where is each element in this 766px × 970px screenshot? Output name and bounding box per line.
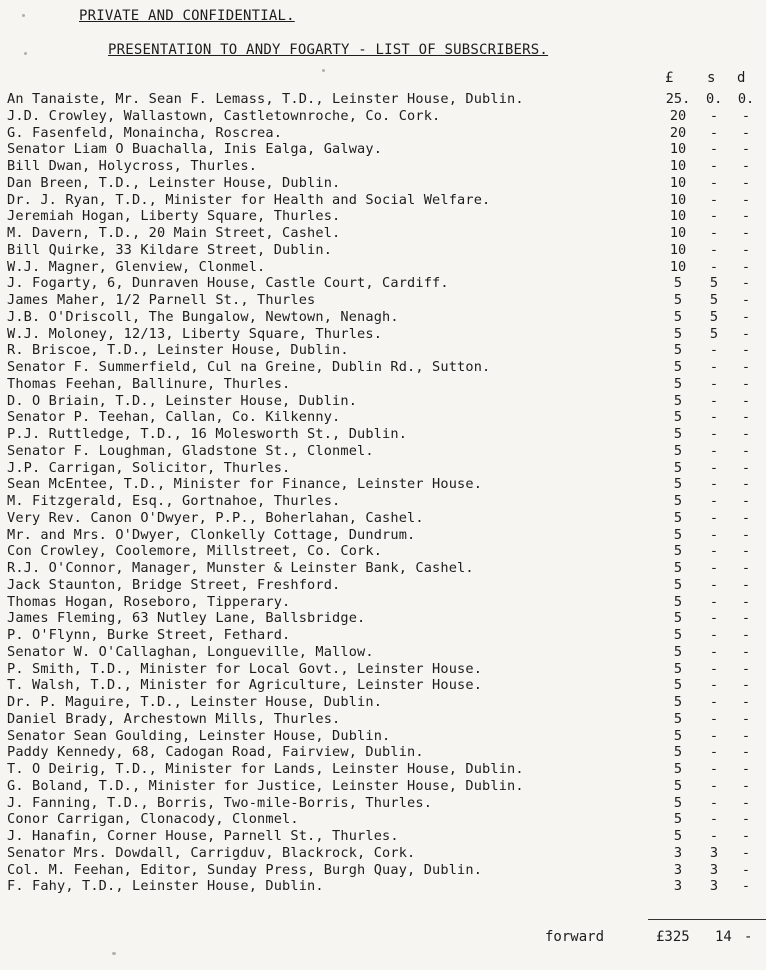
- subscriber-name: James Maher, 1/2 Parnell St., Thurles: [7, 292, 316, 308]
- pence-column-header: d: [737, 70, 746, 86]
- subscriber-shillings: -: [709, 442, 719, 459]
- subscriber-pounds: 5: [673, 761, 683, 777]
- subscriber-pence: -: [741, 861, 751, 878]
- subscriber-pence: -: [741, 593, 751, 610]
- subscriber-row: [7, 795, 762, 812]
- subscriber-shillings: -: [709, 576, 719, 593]
- subscriber-row: [7, 694, 762, 711]
- subscriber-row: [7, 627, 762, 644]
- subscriber-name: J.P. Carrigan, Solicitor, Thurles.: [7, 459, 291, 476]
- subscriber-pounds: 5: [673, 560, 683, 576]
- subscriber-row: [7, 878, 762, 895]
- subscriber-name: Jack Staunton, Bridge Street, Freshford.: [7, 576, 341, 593]
- subscriber-pounds: 5: [673, 710, 683, 727]
- subscriber-shillings: -: [709, 392, 719, 409]
- subscriber-shillings: -: [709, 158, 719, 174]
- subscriber-shillings: -: [709, 459, 719, 476]
- subscriber-shillings: -: [709, 710, 719, 727]
- subscriber-name: G. Boland, T.D., Minister for Justice, Leinster House, Dublin.: [7, 777, 524, 794]
- subscriber-pounds: 5: [673, 509, 683, 526]
- subscriber-pence: -: [741, 275, 751, 292]
- subscriber-pence: -: [741, 258, 751, 275]
- subscriber-pence: -: [741, 727, 751, 744]
- subscriber-pounds: 5: [673, 409, 683, 426]
- subscriber-row: [7, 594, 762, 611]
- subscriber-name: P. O'Flynn, Burke Street, Fethard.: [7, 627, 291, 643]
- subscriber-shillings: -: [709, 794, 719, 811]
- subscriber-pounds: 5: [673, 828, 683, 844]
- subscriber-pounds: 5: [673, 694, 683, 710]
- subscriber-name: R.J. O'Connor, Manager, Munster & Leinster Bank, Cashel.: [7, 560, 474, 576]
- subscriber-pounds: 10: [669, 141, 687, 158]
- subscriber-pence: -: [741, 308, 751, 325]
- subscriber-row: [7, 426, 762, 443]
- subscriber-pence: -: [741, 828, 751, 844]
- subscriber-name: D. O Briain, T.D., Leinster House, Dublin.: [7, 392, 358, 409]
- subscriber-pounds: 3: [673, 878, 683, 895]
- subscriber-name: Con Crowley, Coolemore, Millstreet, Co. Cork.: [7, 543, 383, 560]
- subscriber-name: J. Hanafin, Corner House, Parnell St., Thurles.: [7, 828, 399, 844]
- subscriber-row: [7, 527, 762, 544]
- subscriber-pence: -: [741, 342, 751, 359]
- subscriber-shillings: -: [709, 107, 719, 124]
- subscriber-pence: -: [741, 174, 751, 191]
- subscriber-pence: -: [741, 811, 751, 828]
- subscriber-pence: -: [741, 493, 751, 509]
- subscriber-pounds: 3: [673, 861, 683, 878]
- subscriber-row: [7, 610, 762, 627]
- subscriber-shillings: 5: [709, 325, 719, 342]
- confidential-heading: PRIVATE AND CONFIDENTIAL.: [79, 8, 295, 24]
- subscriber-name: Col. M. Feehan, Editor, Sunday Press, Burgh Quay, Dublin.: [7, 861, 483, 878]
- subscriber-pence: -: [741, 694, 751, 710]
- subscriber-name: T. Walsh, T.D., Minister for Agriculture, Leinster House.: [7, 677, 483, 694]
- subscriber-pence: -: [741, 241, 751, 258]
- subscriber-pounds: 5: [673, 610, 683, 627]
- subscriber-shillings: -: [709, 526, 719, 543]
- subscriber-pence: -: [741, 392, 751, 409]
- subscriber-shillings: -: [709, 543, 719, 560]
- subscriber-shillings: -: [709, 426, 719, 442]
- subscriber-pence: -: [741, 777, 751, 794]
- subscriber-name: Dr. J. Ryan, T.D., Minister for Health and Social Welfare.: [7, 191, 491, 208]
- subscriber-shillings: -: [709, 660, 719, 677]
- subscriber-row: [7, 744, 762, 761]
- subscriber-pence: -: [741, 225, 751, 241]
- paper-speck: [22, 14, 25, 17]
- subscriber-pounds: 5: [673, 325, 683, 342]
- subscriber-row: [7, 175, 762, 192]
- subscriber-pence: -: [741, 325, 751, 342]
- subscriber-row: [7, 342, 762, 359]
- subscriber-row: [7, 761, 762, 778]
- subscriber-pounds: 5: [673, 526, 683, 543]
- subscriber-pounds: 3: [673, 844, 683, 861]
- subscriber-pence: -: [741, 794, 751, 811]
- subscriber-pence: -: [741, 677, 751, 694]
- subscriber-shillings: 0.: [706, 91, 723, 107]
- subscriber-shillings: -: [709, 191, 719, 208]
- subscriber-shillings: -: [709, 761, 719, 777]
- subscriber-row: [7, 711, 762, 728]
- subscriber-list: [7, 91, 762, 895]
- subscriber-name: T. O Deirig, T.D., Minister for Lands, Leinster House, Dublin.: [7, 761, 524, 777]
- subscriber-shillings: -: [709, 124, 719, 141]
- subscriber-name: F. Fahy, T.D., Leinster House, Dublin.: [7, 878, 324, 895]
- subscriber-pence: -: [741, 359, 751, 375]
- subscriber-pounds: 20: [669, 124, 687, 141]
- subscriber-row: [7, 476, 762, 493]
- subscriber-name: W.J. Magner, Glenview, Clonmel.: [7, 258, 266, 275]
- subscriber-row: [7, 326, 762, 343]
- document-title: PRESENTATION TO ANDY FOGARTY - LIST OF SUBSCRIBERS.: [108, 42, 549, 58]
- subscriber-name: Conor Carrigan, Clonacody, Clonmel.: [7, 811, 299, 828]
- subscriber-row: [7, 225, 762, 242]
- subscriber-shillings: -: [709, 359, 719, 375]
- subscriber-pence: -: [741, 107, 751, 124]
- subscriber-name: Senator Sean Goulding, Leinster House, Dublin.: [7, 727, 391, 744]
- subscriber-shillings: -: [709, 694, 719, 710]
- subscriber-name: J.D. Crowley, Wallastown, Castletownroche, Co. Cork.: [7, 107, 441, 124]
- pounds-column-header: £: [665, 70, 674, 86]
- subscriber-name: Bill Quirke, 33 Kildare Street, Dublin.: [7, 241, 333, 258]
- subscriber-pence: -: [741, 292, 751, 308]
- subscriber-pence: -: [741, 560, 751, 576]
- subscriber-row: [7, 862, 762, 879]
- subscriber-pounds: 20: [669, 107, 687, 124]
- subscriber-shillings: -: [709, 342, 719, 359]
- subscriber-row: [7, 91, 762, 108]
- subscriber-pounds: 10: [669, 225, 687, 241]
- subscriber-pence: -: [741, 526, 751, 543]
- subscriber-pounds: 5: [673, 493, 683, 509]
- subscriber-name: M. Davern, T.D., 20 Main Street, Cashel.: [7, 225, 341, 241]
- subscriber-shillings: 5: [709, 275, 719, 292]
- subscriber-row: [7, 811, 762, 828]
- forward-total-shillings: 14: [715, 929, 732, 945]
- subscriber-shillings: -: [709, 493, 719, 509]
- subscriber-name: Bill Dwan, Holycross, Thurles.: [7, 158, 258, 174]
- subscriber-shillings: -: [709, 677, 719, 694]
- subscriber-pounds: 5: [673, 426, 683, 442]
- subscriber-pence: -: [741, 442, 751, 459]
- subscriber-row: [7, 309, 762, 326]
- subscriber-pounds: 10: [669, 241, 687, 258]
- subscriber-row: [7, 158, 762, 175]
- subscriber-pounds: 5: [673, 777, 683, 794]
- subscriber-shillings: -: [709, 744, 719, 761]
- paper-speck: [112, 952, 116, 955]
- subscriber-shillings: -: [709, 560, 719, 576]
- subscriber-row: [7, 661, 762, 678]
- subscriber-name: Senator W. O'Callaghan, Longueville, Mallow.: [7, 643, 374, 660]
- subscriber-row: [7, 510, 762, 527]
- subscriber-pence: -: [741, 141, 751, 158]
- subscriber-pence: -: [741, 744, 751, 761]
- subscriber-shillings: -: [709, 627, 719, 643]
- subscriber-row: [7, 845, 762, 862]
- subscriber-name: Sean McEntee, T.D., Minister for Finance, Leinster House.: [7, 476, 483, 493]
- subscriber-pence: -: [741, 844, 751, 861]
- subscriber-name: Senator Liam O Buachalla, Inis Ealga, Galway.: [7, 141, 383, 158]
- subscriber-pounds: 5: [673, 811, 683, 828]
- subscriber-pence: -: [741, 643, 751, 660]
- subscriber-pence: 0.: [737, 91, 755, 107]
- subscriber-name: Mr. and Mrs. O'Dwyer, Clonkelly Cottage, Dundrum.: [7, 526, 416, 543]
- subscriber-name: Dan Breen, T.D., Leinster House, Dublin.: [7, 174, 341, 191]
- forward-total-pence: -: [744, 929, 753, 945]
- subscriber-row: [7, 577, 762, 594]
- subscriber-row: [7, 208, 762, 225]
- subscriber-pence: -: [741, 509, 751, 526]
- subscriber-pounds: 5: [673, 359, 683, 375]
- subscriber-pounds: 5: [673, 275, 683, 292]
- subscriber-pence: -: [741, 543, 751, 560]
- subscriber-pounds: 5: [673, 342, 683, 359]
- subscriber-shillings: -: [709, 727, 719, 744]
- subscriber-name: Jeremiah Hogan, Liberty Square, Thurles.: [7, 208, 341, 225]
- subscriber-name: Senator P. Teehan, Callan, Co. Kilkenny.: [7, 409, 341, 426]
- subscriber-shillings: -: [709, 141, 719, 158]
- subscriber-name: W.J. Moloney, 12/13, Liberty Square, Thurles.: [7, 325, 383, 342]
- subscriber-pounds: 5: [673, 794, 683, 811]
- subscriber-pounds: 5: [673, 543, 683, 560]
- subscriber-name: Senator F. Summerfield, Cul na Greine, Dublin Rd., Sutton.: [7, 359, 491, 375]
- subscriber-pence: -: [741, 878, 751, 895]
- subscriber-name: Senator F. Loughman, Gladstone St., Clonmel.: [7, 442, 374, 459]
- subscriber-name: Thomas Feehan, Ballinure, Thurles.: [7, 375, 291, 392]
- subscriber-pounds: 5: [673, 744, 683, 761]
- subscriber-row: [7, 560, 762, 577]
- subscriber-pence: -: [741, 761, 751, 777]
- shillings-column-header: s: [707, 70, 716, 86]
- subscriber-shillings: -: [709, 225, 719, 241]
- subscriber-name: An Tanaiste, Mr. Sean F. Lemass, T.D., Leinster House, Dublin.: [7, 91, 524, 107]
- subscriber-row: [7, 108, 762, 125]
- subscriber-name: R. Briscoe, T.D., Leinster House, Dublin.: [7, 342, 349, 359]
- subscriber-shillings: -: [709, 241, 719, 258]
- subscriber-shillings: -: [709, 811, 719, 828]
- subscriber-pence: -: [741, 610, 751, 627]
- subscriber-name: J. Fanning, T.D., Borris, Two-mile-Borris, Thurles.: [7, 794, 433, 811]
- subscriber-row: [7, 543, 762, 560]
- forward-total-pounds: £325: [656, 929, 690, 945]
- subscriber-row: [7, 292, 762, 309]
- subscriber-shillings: -: [709, 476, 719, 493]
- subscriber-row: [7, 443, 762, 460]
- subscriber-pence: -: [741, 191, 751, 208]
- subscriber-name: Paddy Kennedy, 68, Cadogan Road, Fairview, Dublin.: [7, 744, 424, 761]
- subscriber-row: [7, 359, 762, 376]
- subscriber-shillings: -: [709, 509, 719, 526]
- subscriber-name: Daniel Brady, Archestown Mills, Thurles.: [7, 710, 341, 727]
- subscriber-row: [7, 409, 762, 426]
- subscriber-pence: -: [741, 375, 751, 392]
- subscriber-row: [7, 828, 762, 845]
- subscriber-pounds: 5: [673, 292, 683, 308]
- subscriber-row: [7, 728, 762, 745]
- subscriber-name: G. Fasenfeld, Monaincha, Roscrea.: [7, 124, 283, 141]
- subscriber-pence: -: [741, 627, 751, 643]
- subscriber-pounds: 5: [673, 677, 683, 694]
- subscriber-row: [7, 778, 762, 795]
- subscriber-pounds: 5: [673, 727, 683, 744]
- subscriber-shillings: -: [709, 828, 719, 844]
- subscriber-pounds: 10: [669, 191, 687, 208]
- subscriber-pounds: 10: [669, 158, 687, 174]
- subscriber-pounds: 5: [673, 627, 683, 643]
- subscriber-pounds: 5: [673, 660, 683, 677]
- subscriber-pence: -: [741, 426, 751, 442]
- subscriber-row: [7, 460, 762, 477]
- subscriber-shillings: -: [709, 777, 719, 794]
- subscriber-row: [7, 242, 762, 259]
- subscriber-row: [7, 259, 762, 276]
- subscriber-shillings: 5: [709, 308, 719, 325]
- subscriber-row: [7, 393, 762, 410]
- subscriber-pence: -: [741, 158, 751, 174]
- subscriber-shillings: 5: [709, 292, 719, 308]
- subscriber-name: Dr. P. Maguire, T.D., Leinster House, Dublin.: [7, 694, 383, 710]
- subscriber-pounds: 5: [673, 442, 683, 459]
- subscriber-shillings: -: [709, 593, 719, 610]
- subscriber-name: J. Fogarty, 6, Dunraven House, Castle Court, Cardiff.: [7, 275, 449, 292]
- subscriber-pounds: 5: [673, 375, 683, 392]
- subscriber-row: [7, 677, 762, 694]
- subscriber-pounds: 25.: [665, 91, 691, 107]
- subscriber-name: James Fleming, 63 Nutley Lane, Ballsbridge.: [7, 610, 366, 627]
- subscriber-pence: -: [741, 124, 751, 141]
- paper-speck: [24, 52, 27, 55]
- subscriber-pounds: 5: [673, 476, 683, 493]
- subscriber-row: [7, 192, 762, 209]
- subscriber-pence: -: [741, 459, 751, 476]
- subscriber-name: Very Rev. Canon O'Dwyer, P.P., Boherlahan, Cashel.: [7, 509, 424, 526]
- subscriber-row: [7, 644, 762, 661]
- subscriber-row: [7, 376, 762, 393]
- subscriber-shillings: 3: [709, 878, 719, 895]
- subscriber-pence: -: [741, 208, 751, 225]
- total-rule: [648, 919, 766, 920]
- subscriber-shillings: 3: [709, 861, 719, 878]
- subscriber-shillings: -: [709, 174, 719, 191]
- subscriber-shillings: -: [709, 610, 719, 627]
- forward-label: forward: [545, 929, 605, 945]
- subscriber-name: M. Fitzgerald, Esq., Gortnahoe, Thurles.: [7, 493, 341, 509]
- subscriber-pence: -: [741, 576, 751, 593]
- subscriber-pounds: 5: [673, 593, 683, 610]
- subscriber-name: J.B. O'Driscoll, The Bungalow, Newtown, Nenagh.: [7, 308, 399, 325]
- paper-speck: [322, 69, 325, 72]
- subscriber-row: [7, 493, 762, 510]
- subscriber-pounds: 10: [669, 208, 687, 225]
- subscriber-pounds: 10: [669, 174, 687, 191]
- subscriber-pence: -: [741, 660, 751, 677]
- subscriber-name: Senator Mrs. Dowdall, Carrigduv, Blackrock, Cork.: [7, 844, 416, 861]
- subscriber-name: P.J. Ruttledge, T.D., 16 Molesworth St., Dublin.: [7, 426, 408, 442]
- subscriber-row: [7, 141, 762, 158]
- subscriber-row: [7, 125, 762, 142]
- subscriber-pounds: 5: [673, 392, 683, 409]
- subscriber-row: [7, 275, 762, 292]
- subscriber-name: Thomas Hogan, Roseboro, Tipperary.: [7, 593, 291, 610]
- subscriber-pounds: 5: [673, 308, 683, 325]
- subscriber-shillings: -: [709, 375, 719, 392]
- subscriber-pounds: 5: [673, 459, 683, 476]
- subscriber-shillings: -: [709, 409, 719, 426]
- subscriber-pence: -: [741, 476, 751, 493]
- subscriber-pence: -: [741, 409, 751, 426]
- subscriber-shillings: -: [709, 258, 719, 275]
- subscriber-pence: -: [741, 710, 751, 727]
- subscriber-shillings: -: [709, 208, 719, 225]
- subscriber-shillings: 3: [709, 844, 719, 861]
- subscriber-pounds: 10: [669, 258, 687, 275]
- subscriber-name: P. Smith, T.D., Minister for Local Govt., Leinster House.: [7, 660, 483, 677]
- subscriber-shillings: -: [709, 643, 719, 660]
- subscriber-pounds: 5: [673, 576, 683, 593]
- subscriber-pounds: 5: [673, 643, 683, 660]
